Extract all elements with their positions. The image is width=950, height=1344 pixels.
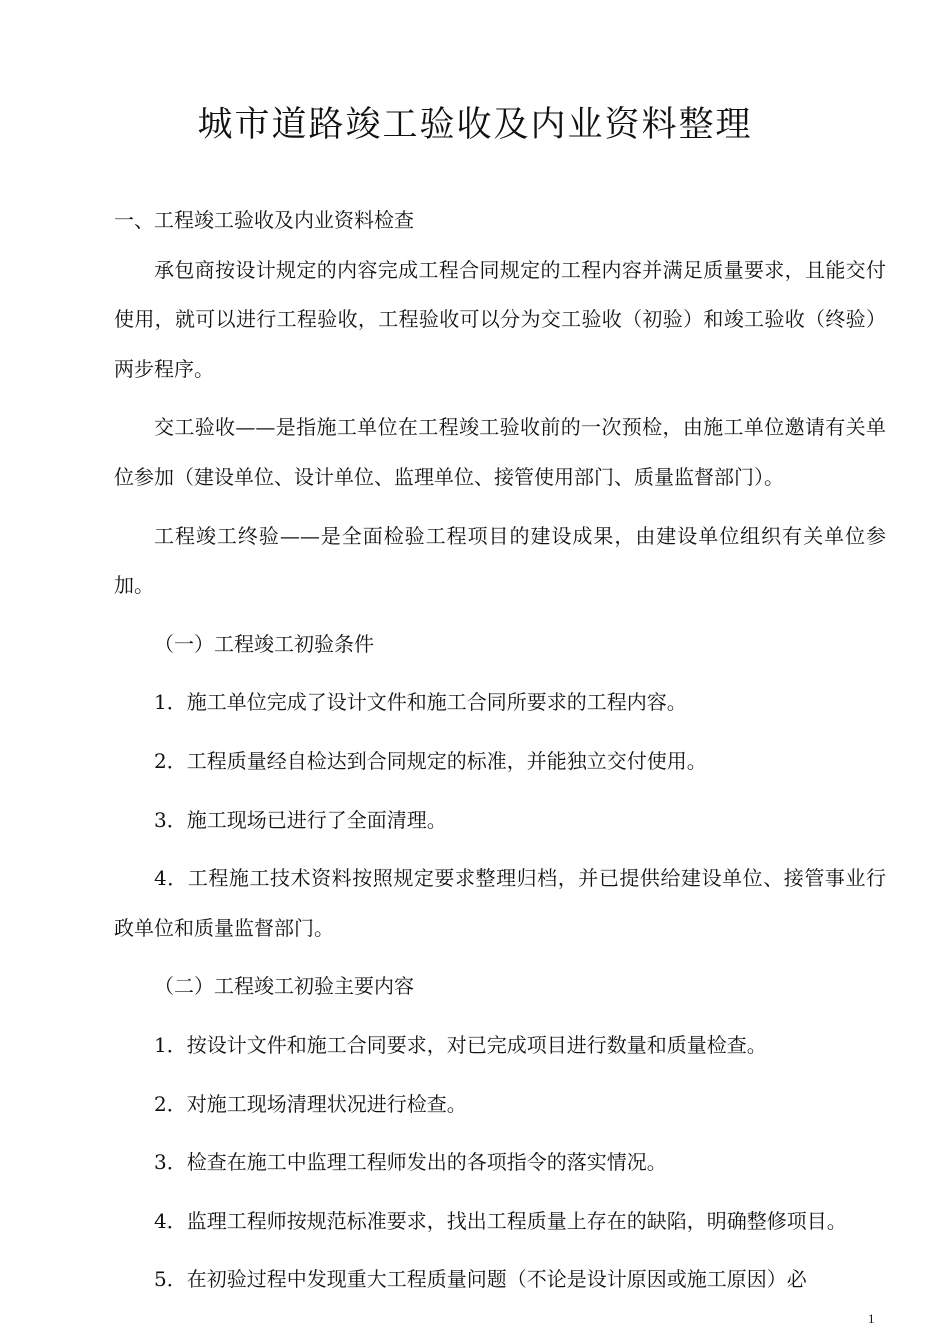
document-title: 城市道路竣工验收及内业资料整理 — [197, 105, 753, 146]
list-item: 5．在初验过程中发现重大工程质量问题（不论是设计原因或施工原因）必 — [154, 1267, 807, 1292]
list-item: 1．按设计文件和施工合同要求，对已完成项目进行数量和质量检查。 — [154, 1032, 767, 1057]
list-item: 1．施工单位完成了设计文件和施工合同所要求的工程内容。 — [154, 690, 687, 715]
page-number: 1 — [868, 1311, 875, 1326]
document-body — [114, 196, 886, 1314]
list-item: 3．施工现场已进行了全面清理。 — [154, 807, 447, 832]
list-item: 3．检查在施工中监理工程师发出的各项指令的落实情况。 — [154, 1150, 667, 1175]
list-item: 2．工程质量经自检达到合同规定的标准，并能独立交付使用。 — [154, 748, 707, 773]
paragraph-final-acceptance: 工程竣工终验——是全面检验工程项目的建设成果，由建设单位组织有关单位参加。 — [114, 523, 886, 598]
paragraph-handover-acceptance: 交工验收——是指施工单位在工程竣工验收前的一次预检，由施工单位邀请有关单位参加（建设单位、设计单位、监理单位、接管使用部门、质量监督部门）。 — [114, 415, 886, 489]
list-item: 2．对施工现场清理状况进行检查。 — [154, 1091, 467, 1116]
paragraph-intro: 承包商按设计规定的内容完成工程合同规定的工程内容并满足质量要求，且能交付使用，就可以进行工程验收，工程验收可以分为交工验收（初验）和竣工验收（终验）两步程序。 — [114, 257, 886, 381]
section-heading: 一、工程竣工验收及内业资料检查 — [114, 208, 414, 232]
list-item: 4．监理工程师按规范标准要求，找出工程质量上存在的缺陷，明确整修项目。 — [154, 1208, 847, 1233]
subheading-initial-content: （二）工程竣工初验主要内容 — [154, 974, 414, 999]
subheading-initial-conditions: （一）工程竣工初验条件 — [154, 631, 374, 656]
list-item: 4．工程施工技术资料按照规定要求整理归档，并已提供给建设单位、接管事业行政单位和质量监督部门。 — [114, 866, 886, 940]
